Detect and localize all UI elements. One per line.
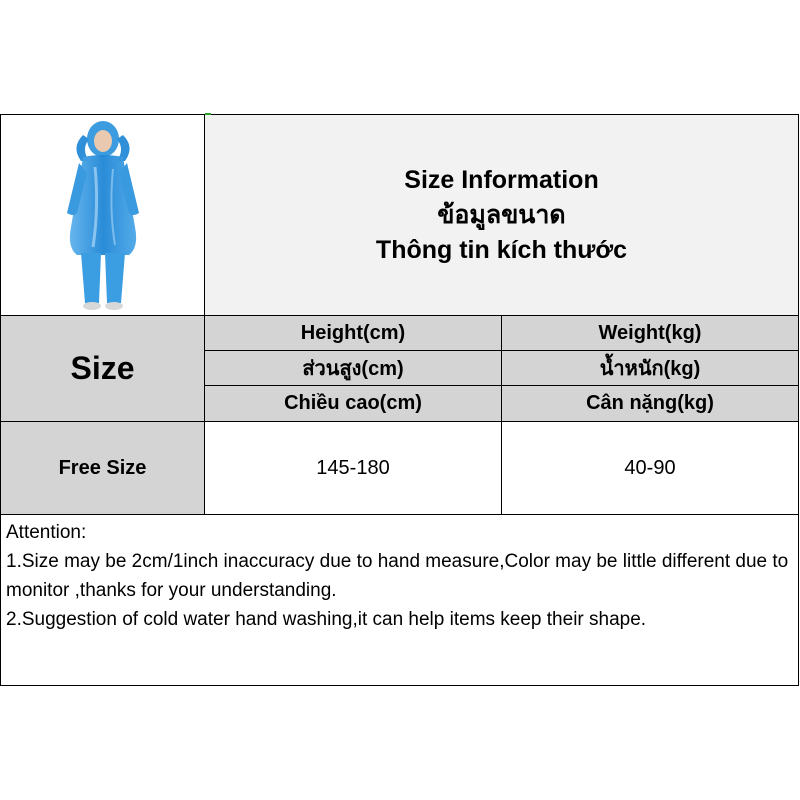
weight-header-vietnamese: Cân nặng(kg) (502, 386, 798, 422)
title-vietnamese: Thông tin kích thước (375, 235, 628, 264)
free-size-label: Free Size (1, 422, 205, 515)
attention-notes (1, 515, 798, 685)
title-english: Size Information (404, 165, 599, 194)
size-header: Size (1, 316, 205, 422)
product-photo-cell (1, 115, 205, 316)
height-header-vietnamese: Chiều cao(cm) (205, 386, 502, 422)
height-header-english: Height(cm) (205, 316, 502, 351)
size-chart (0, 114, 799, 686)
height-value: 145-180 (205, 422, 502, 515)
raincoat-model-image (43, 117, 163, 313)
note-item: 1.Size may be 2cm/1inch inaccuracy due to hand measure,Color may be little different due to monitor ,thanks for your understanding. (6, 551, 789, 601)
weight-value: 40-90 (502, 422, 798, 515)
note-item: 2.Suggestion of cold water hand washing,it can help items keep their shape. (6, 609, 647, 630)
title-cell (205, 115, 798, 316)
height-header-thai: ส่วนสูง(cm) (205, 351, 502, 386)
title-thai: ข้อมูลขนาด (437, 200, 566, 229)
weight-header-english: Weight(kg) (502, 316, 798, 351)
weight-header-thai: น้ำหนัก(kg) (502, 351, 798, 386)
attention-heading: Attention: (6, 522, 87, 543)
